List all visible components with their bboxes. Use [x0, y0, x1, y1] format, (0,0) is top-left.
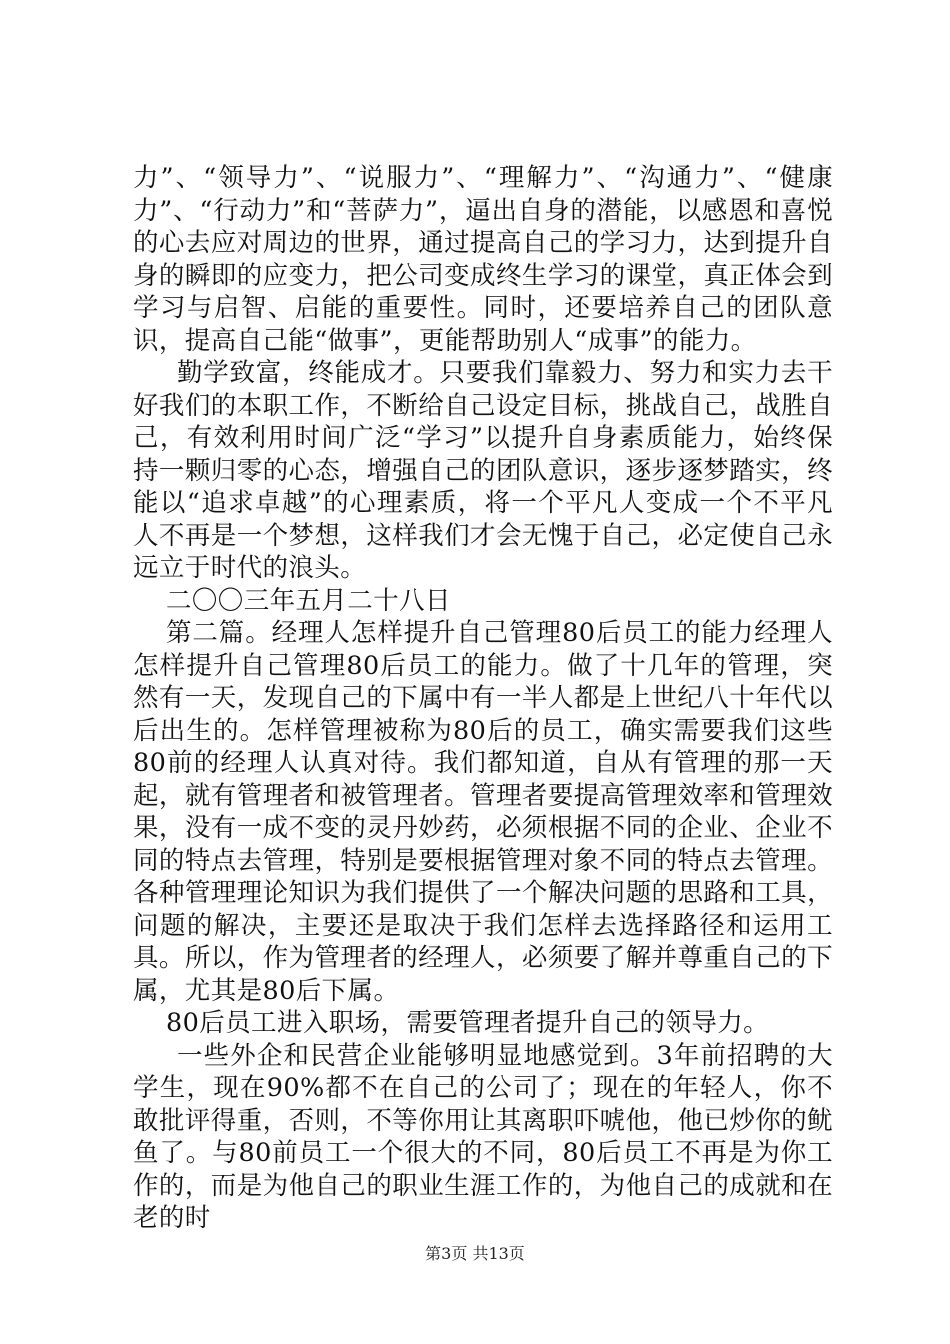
page-footer: 第3页 共13页 [425, 1244, 525, 1263]
paragraph-heading-leadership: 80后员工进入职场，需要管理者提升自己的领导力。 [166, 1008, 770, 1038]
paragraph-continuation: 力”、“领导力”、“说服力”、“理解力”、“沟通力”、“健康力”、“行动力”和“菩萨力”，逼出自身的潜能，以感恩和喜悦的心去应对周边的世界，通过提高自己的学习力，达到提升自身的瞬即的应变力，把公司变成终生学习的课堂，真正体会到学习与启智、启能的重要性。同时，还要培养自己的团队意识，提高自己能“做事”，更能帮助别人“成事”的能力。 [133, 163, 833, 356]
paragraph-conclusion: 勤学致富，终能成才。只要我们靠毅力、努力和实力去干好我们的本职工作，不断给自己设定目标，挑战自己，战胜自己，有效利用时间广泛“学习”以提升自身素质能力，始终保持一颗归零的心态，增强自己的团队意识，逐步逐梦踏实，终能以“追求卓越”的心理素质，将一个平凡人变成一个不平凡人不再是一个梦想，这样我们才会无愧于自己，必定使自己永远立于时代的浪头。 [133, 358, 833, 583]
paragraph-second-article: 第二篇。经理人怎样提升自己管理80后员工的能力经理人怎样提升自己管理80后员工的能力。做了十几年的管理，突然有一天，发现自己的下属中有一半人都是上世纪八十年代以后出生的。怎样管理被称为80后的员工，确实需要我们这些80前的经理人认真对待。我们都知道，自从有管理的那一天起，就有管理者和被管理者。管理者要提高管理效率和管理效果，没有一成不变的灵丹妙药，必须根据不同的企业、企业不同的特点去管理，特别是要根据管理对象不同的特点去管理。各种管理理论知识为我们提供了一个解决问题的思路和工具，问题的解决，主要还是取决于我们怎样去选择路径和运用工具。所以，作为管理者的经理人，必须要了解并尊重自己的下属，尤其是80后下属。 [133, 618, 833, 1006]
body-text [133, 162, 833, 1235]
date-line: 二〇〇三年五月二十八日 [166, 585, 451, 616]
paragraph-observation: 一些外企和民营企业能够明显地感觉到。3年前招聘的大学生，现在90%都不在自己的公司了；现在的年轻人，你不敢批评得重，否则，不等你用让其离职吓唬他，他已炒你的鱿鱼了。与80前员工一个很大的不同，80后员工不再是为你工作的，而是为他自己的职业生涯工作的，为他自己的成就和在老的时 [133, 1040, 833, 1233]
